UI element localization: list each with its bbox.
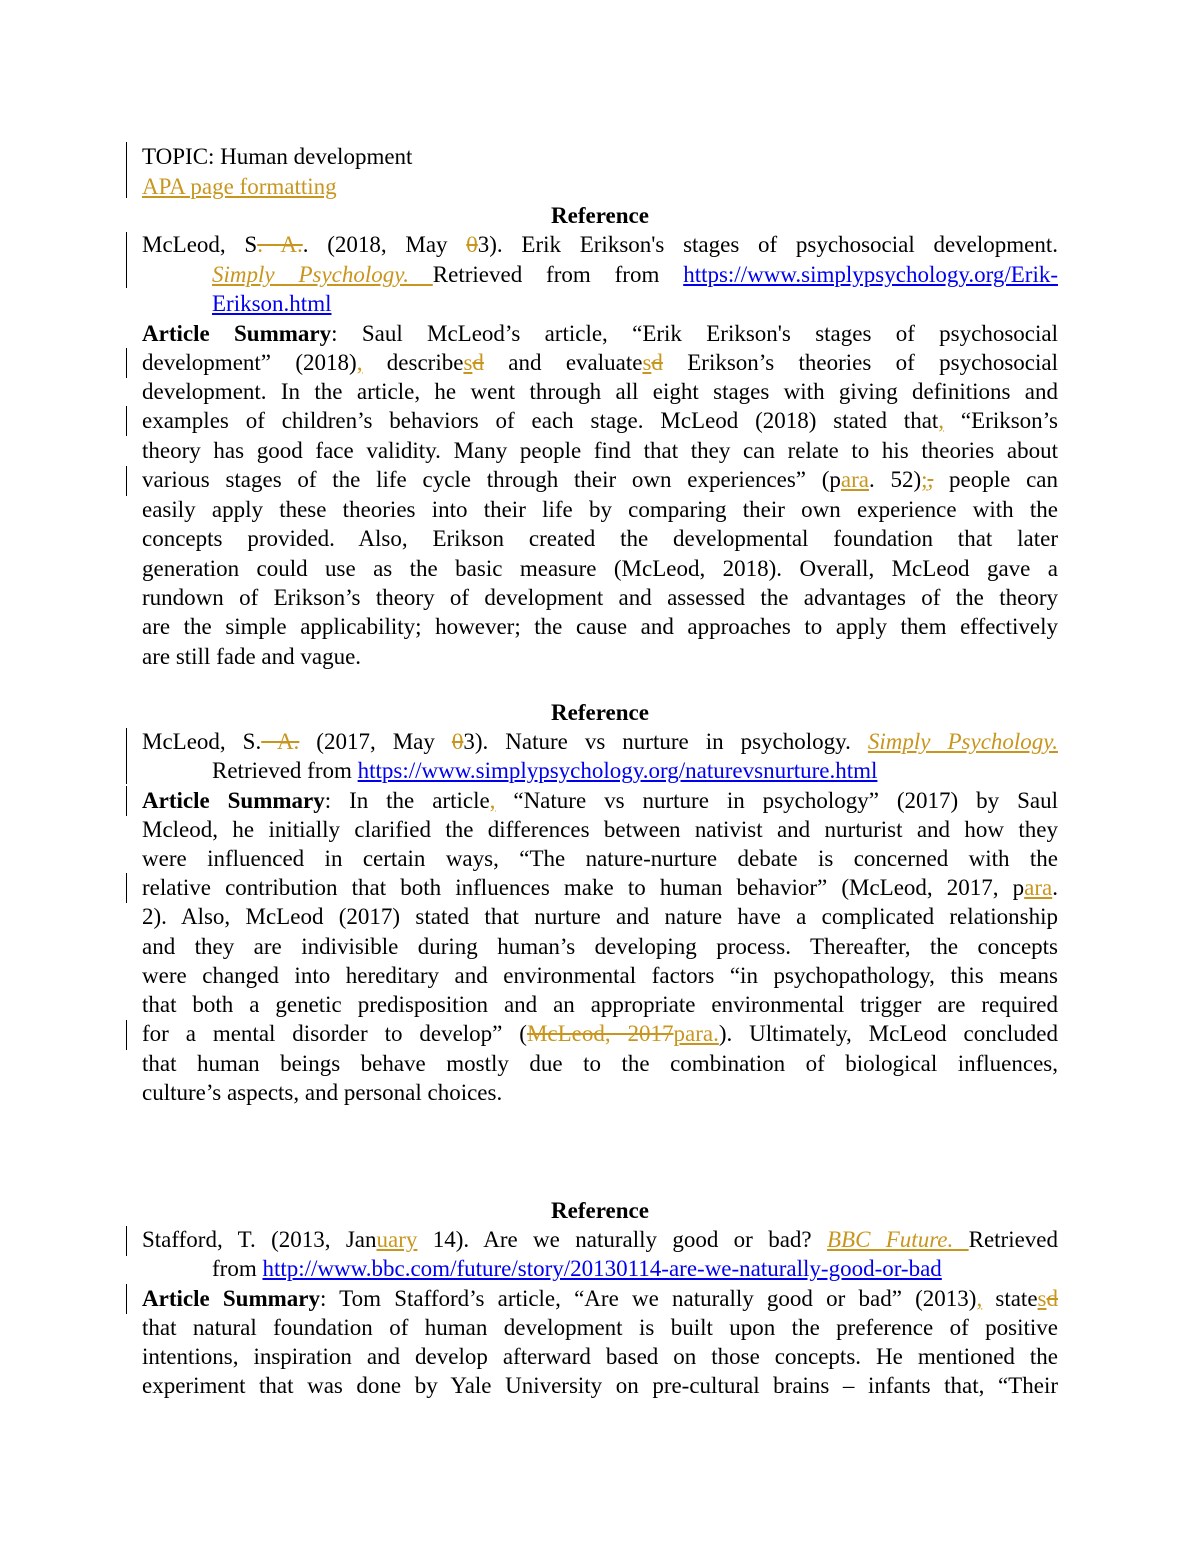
section2-summary-l11: culture’s aspects, and personal choices. (142, 1080, 503, 1105)
reference-link-cont[interactable]: Erikson.html (212, 291, 332, 316)
summary-label: Article Summary (142, 788, 325, 813)
section1-ref-line3 (212, 289, 1058, 319)
section1-summary-l2: development” (2018), describesd and evaluatesd Erikson’s theories of psychosocial (142, 350, 1058, 375)
summary-label: Article Summary (142, 1286, 320, 1311)
section3-ref-line2: from http://www.bbc.com/future/story/20130114-are-we-naturally-good-or-bad (212, 1256, 942, 1281)
change-bar (126, 728, 127, 784)
change-bar (126, 232, 127, 288)
section2-summary-l7: were changed into hereditary and environmental factors “in psychopathology, this means (142, 963, 1058, 988)
change-bar (126, 786, 127, 816)
section1-summary-l12: are still fade and vague. (142, 644, 362, 669)
change-bar (126, 1020, 127, 1050)
change-bar (126, 873, 127, 903)
change-bar (126, 1284, 127, 1314)
reference-link[interactable]: https://www.simplypsychology.org/Erik- (683, 262, 1058, 287)
section1-heading: Reference (551, 203, 649, 228)
change-bar (126, 466, 127, 496)
section1-summary-l6: various stages of the life cycle through their own experiences” (para. 52);, people can (142, 467, 1058, 492)
section2-summary-l6: and they are indivisible during human’s developing process. Thereafter, the concepts (142, 934, 1058, 959)
topic-line (142, 142, 1058, 172)
section1-ref-line2: Simply Psychology. Retrieved from from https://www.simplypsychology.org/Erik- (212, 262, 1058, 287)
section1-summary-l9: generation could use as the basic measure (McLeod, 2018). Overall, McLeod gave a (142, 556, 1058, 581)
section3-summary-l1: Article Summary: Tom Stafford’s article, “Are we naturally good or bad” (2013), statesd (142, 1286, 1058, 1311)
section1-summary-l4: examples of children’s behaviors of each stage. McLeod (2018) stated that, “Erikson’s (142, 408, 1058, 433)
section2-summary-l10: that human beings behave mostly due to the combination of biological influences, (142, 1051, 1058, 1076)
change-bar (126, 406, 127, 436)
section1-summary-l1: Article Summary: Saul McLeod’s article, “Erik Erikson's stages of psychosocial (142, 321, 1058, 346)
change-bar (126, 1226, 127, 1256)
section1-summary-l11: are the simple applicability; however; the cause and approaches to apply them effectively (142, 614, 1058, 639)
section2-summary-l9: for a mental disorder to develop” (McLeod, 2017para.). Ultimately, McLeod concluded (142, 1021, 1059, 1046)
section2-ref-line1: McLeod, S. A. (2017, May 03). Nature vs nurture in psychology. Simply Psychology. (142, 729, 1058, 754)
journal-name: BBC Future. (826, 1227, 969, 1252)
reference-link[interactable]: https://www.simplypsychology.org/naturevsnurture.html (357, 758, 878, 783)
topic-text: TOPIC: Human development (142, 144, 413, 169)
journal-name: Simply Psychology. (867, 729, 1058, 754)
section1-summary-l10: rundown of Erikson’s theory of development and assessed the advantages of the theory (142, 585, 1058, 610)
section1-summary-l7: easily apply these theories into their life by comparing their own experience with the (142, 497, 1058, 522)
section1-summary-l8: concepts provided. Also, Erikson created the developmental foundation that later (142, 526, 1058, 551)
section2-summary-l8: that both a genetic predisposition and an appropriate environmental trigger are required (142, 992, 1058, 1017)
reference-link[interactable]: http://www.bbc.com/future/story/20130114-are-we-naturally-good-or-bad (262, 1256, 942, 1281)
summary-label: Article Summary (142, 321, 332, 346)
section2-summary-l4: relative contribution that both influences make to human behavior” (McLeod, 2017, para. (142, 875, 1058, 900)
journal-name: Simply Psychology. (212, 262, 433, 287)
section2-summary-l3: were influenced in certain ways, “The nature-nurture debate is concerned with the (142, 846, 1058, 871)
section3-ref-line1: Stafford, T. (2013, January 14). Are we naturally good or bad? BBC Future. Retrieved (142, 1227, 1059, 1252)
section3-summary-l4: experiment that was done by Yale University on pre-cultural brains – infants that, “Their (142, 1373, 1058, 1398)
change-bar (126, 348, 127, 378)
section2-ref-line2: Retrieved from https://www.simplypsychology.org/naturevsnurture.html (212, 758, 878, 783)
format-note-line (142, 172, 1058, 202)
section3-summary-l3: intentions, inspiration and develop afterward based on those concepts. He mentioned the (142, 1344, 1058, 1369)
section2-summary-l1: Article Summary: In the article, “Nature vs nurture in psychology” (2017) by Saul (142, 788, 1058, 813)
format-note-insertion: APA page formatting (142, 174, 337, 199)
section3-heading: Reference (551, 1198, 649, 1223)
section2-summary-l5: 2). Also, McLeod (2017) stated that nurture and nature have a complicated relationship (142, 904, 1058, 929)
section1-summary-l3: development. In the article, he went through all eight stages with giving definitions and (142, 379, 1058, 404)
section2-heading: Reference (551, 700, 649, 725)
section2-summary-l2: Mcleod, he initially clarified the differences between nativist and nurturist and how they (142, 817, 1058, 842)
section1-summary-l5: theory has good face validity. Many people find that they can relate to his theories about (142, 438, 1058, 463)
section1-ref-line1: McLeod, S. A.. (2018, May 03). Erik Erikson's stages of psychosocial development. (142, 232, 1058, 257)
change-bar (126, 142, 127, 198)
section3-summary-l2: that natural foundation of human development is built upon the preference of positive (142, 1315, 1058, 1340)
